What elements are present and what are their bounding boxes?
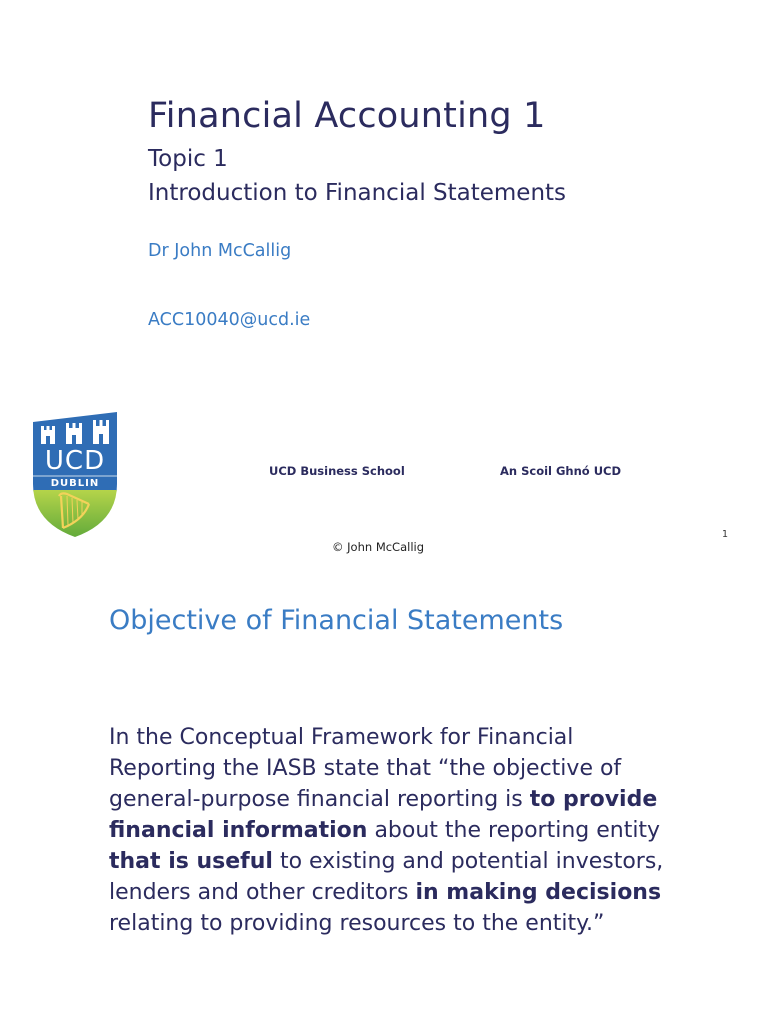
quote-line	[109, 784, 729, 815]
contact-email: ACC10040@ucd.ie	[148, 310, 311, 330]
quote-text: Reporting the IASB state that “the objective of	[109, 756, 622, 781]
quote-text: relating to providing resources to the entity.”	[109, 911, 605, 936]
quote-text: In the Conceptual Framework for Financial	[109, 725, 574, 750]
author-name: Dr John McCallig	[148, 241, 292, 261]
quote-emphasis: in making decisions	[415, 880, 662, 905]
school-name-irish: An Scoil Ghnó UCD	[500, 464, 622, 478]
ucd-crest-logo	[31, 412, 119, 538]
slide2-title: Objective of Financial Statements	[109, 605, 564, 636]
quote-emphasis: financial information	[109, 818, 368, 843]
logo-text-dublin: DUBLIN	[50, 478, 100, 489]
topic-label: Topic 1	[148, 146, 228, 172]
framework-quote	[109, 722, 729, 939]
quote-emphasis: to provide	[529, 787, 658, 812]
quote-text: general-purpose financial reporting is	[109, 787, 530, 812]
quote-text: lenders and other creditors	[109, 880, 416, 905]
quote-text: to existing and potential investors,	[272, 849, 664, 874]
quote-line	[109, 877, 729, 908]
quote-emphasis: that is useful	[109, 849, 273, 874]
slide-subtitle: Introduction to Financial Statements	[148, 180, 567, 206]
quote-line	[109, 722, 729, 753]
quote-line	[109, 846, 729, 877]
quote-line	[109, 753, 729, 784]
page-number: 1	[722, 529, 729, 540]
quote-line	[109, 908, 729, 939]
quote-line	[109, 815, 729, 846]
copyright-notice: © John McCallig	[332, 540, 425, 554]
logo-text-ucd: UCD	[44, 446, 106, 476]
quote-text: about the reporting entity	[367, 818, 661, 843]
slide-title: Financial Accounting 1	[148, 96, 546, 136]
school-name-english: UCD Business School	[269, 464, 405, 478]
